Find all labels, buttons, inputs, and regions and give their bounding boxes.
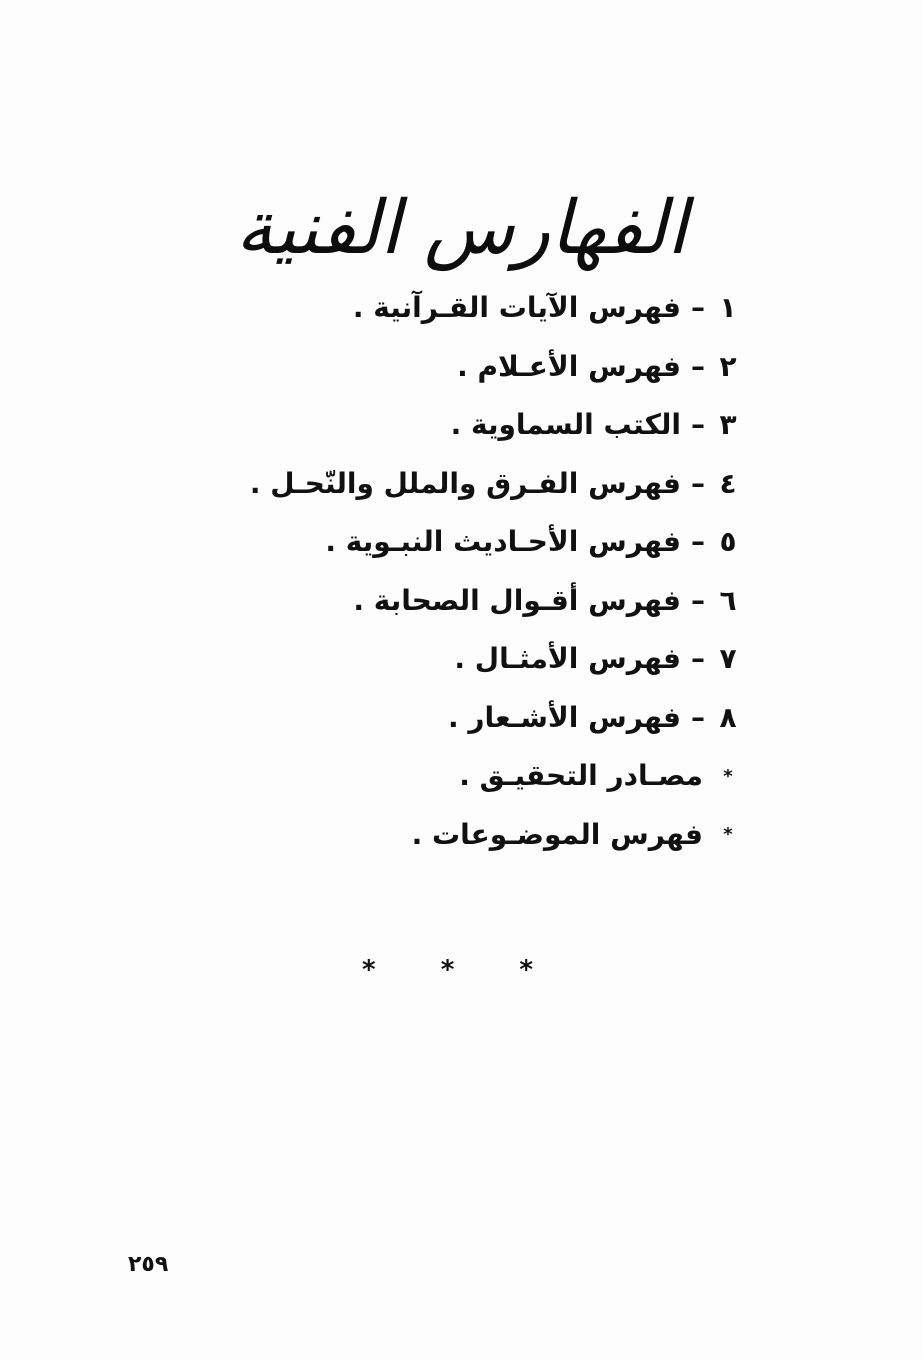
entry-number: ٣: [719, 408, 737, 441]
entry-text: فهرس الأمثـال .: [454, 642, 681, 675]
index-entry: [179, 747, 739, 806]
asterisk-icon: *: [723, 765, 733, 787]
entry-dash: –: [691, 349, 705, 383]
index-entry: [179, 630, 739, 689]
entry-text: فهرس الفـرق والملل والنّحـل .: [249, 466, 681, 500]
entry-number: ١: [719, 291, 737, 324]
entry-dash: –: [691, 700, 705, 734]
index-entry: [179, 806, 739, 865]
entry-text: مصـادر التحقيـق .: [459, 759, 703, 792]
entry-dash: –: [691, 525, 705, 558]
index-list: [179, 279, 739, 864]
index-entry: [179, 279, 739, 338]
entry-text: فهرس الآيات القـرآنية .: [352, 291, 681, 324]
entry-dash: –: [691, 291, 705, 324]
entry-number: ٦: [719, 583, 737, 617]
index-entry: [179, 513, 739, 572]
entry-text: فهرس الموضـوعات .: [411, 817, 703, 851]
entry-text: الكتب السماوية .: [450, 408, 681, 441]
index-entry: [179, 572, 739, 631]
index-entry: [179, 689, 739, 748]
entry-dash: –: [691, 642, 705, 675]
section-divider: * * *: [362, 955, 561, 985]
entry-number: ٥: [719, 525, 737, 558]
entry-dash: –: [691, 583, 705, 617]
entry-number: ٢: [719, 349, 737, 383]
asterisk-icon: *: [723, 824, 733, 846]
entry-text: فهرس الأشـعار .: [448, 700, 681, 734]
index-entry: [179, 338, 739, 397]
entry-dash: –: [691, 466, 705, 500]
entry-number: ٤: [719, 466, 737, 500]
page-title: الفهارس الفنية: [235, 184, 688, 271]
entry-text: فهرس الأحـاديث النبـوية .: [325, 525, 681, 558]
entry-text: فهرس أقـوال الصحابة .: [353, 583, 681, 617]
index-entry: [179, 455, 739, 514]
entry-text: فهرس الأعـلام .: [457, 349, 681, 383]
page-number: ٢٥٩: [128, 1252, 169, 1277]
entry-number: ٧: [719, 642, 737, 675]
index-entry: [179, 396, 739, 455]
entry-number: ٨: [719, 700, 737, 734]
entry-dash: –: [691, 408, 705, 441]
